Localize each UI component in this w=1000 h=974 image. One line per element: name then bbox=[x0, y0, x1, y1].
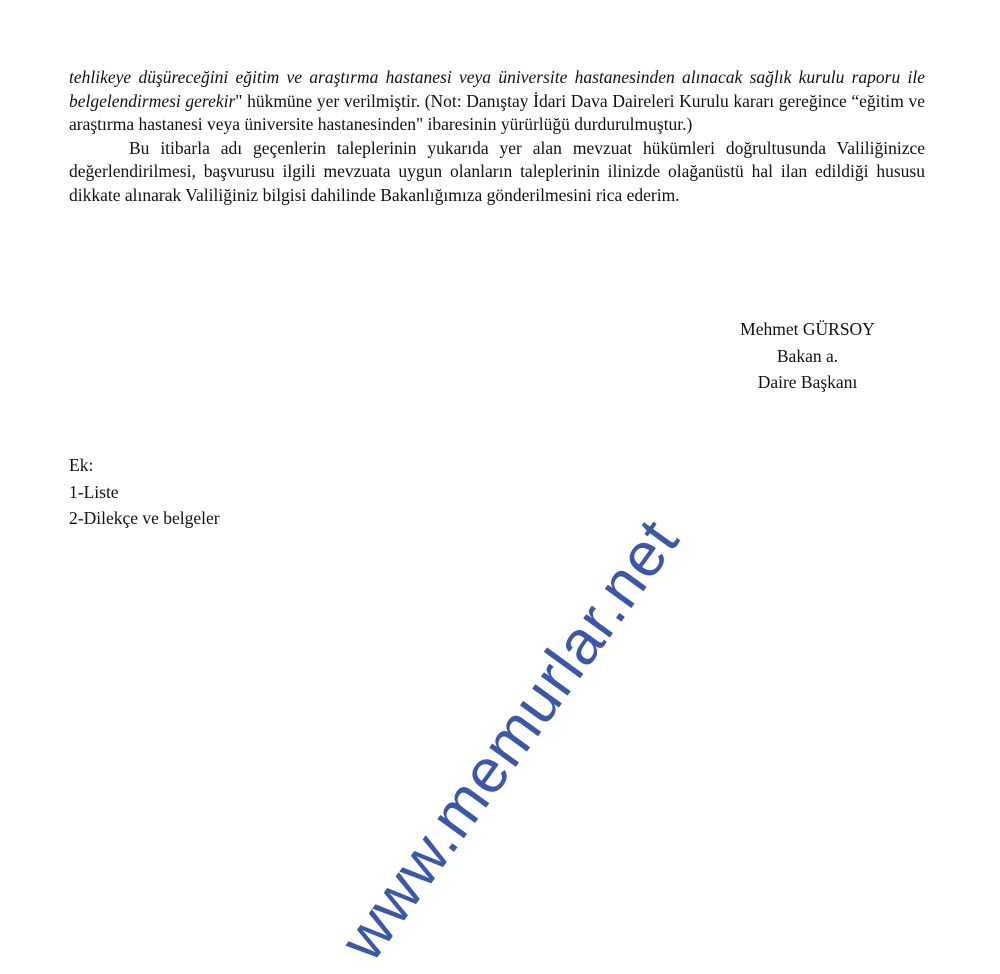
document-body bbox=[69, 66, 925, 207]
attachments-block bbox=[69, 452, 220, 532]
watermark bbox=[300, 506, 720, 974]
paragraph-1-italic-quote: tehlikeye düşüreceğini eğitim ve araştırma hastanesi veya üniversite hastanesinden alınacak sağlık kurulu raporu ile belgelendirmesi gerekir bbox=[69, 67, 925, 111]
signatory-title: Daire Başkanı bbox=[757, 372, 858, 392]
paragraph-2: Bu itibarla adı geçenlerin taleplerinin yukarıda yer alan mevzuat hükümleri doğrultusunda Valiliğinizce değerlendirilmesi, başvurusu ilgili mevzuata uygun olanların taleplerinin ilinizde olağanüstü hal ilan edildiği hususu dikkate alınarak Valiliğiniz bilgisi dahilinde Bakanlığımıza gönderilmesini rica ederim. bbox=[69, 137, 925, 205]
signature-block bbox=[700, 316, 915, 396]
signatory-name: Mehmet GÜRSOY bbox=[740, 319, 875, 339]
watermark-text: www.memurlar.net bbox=[327, 506, 693, 974]
paragraph-1-text: " hükmüne yer verilmiştir. (Not: Danıştay İdari Dava Daireleri Kurulu kararı gereğince “eğitim ve araştırma hastanesi veya üniversite hastanesinden" ibaresinin yürürlüğü durdurulmuştur.) bbox=[69, 90, 925, 134]
paragraph-1 bbox=[69, 66, 925, 137]
signatory-on-behalf: Bakan a. bbox=[776, 345, 839, 366]
attachment-item: 1-Liste bbox=[69, 481, 119, 502]
attachment-item: 2-Dilekçe ve belgeler bbox=[69, 508, 220, 528]
attachments-heading: Ek: bbox=[69, 455, 94, 475]
